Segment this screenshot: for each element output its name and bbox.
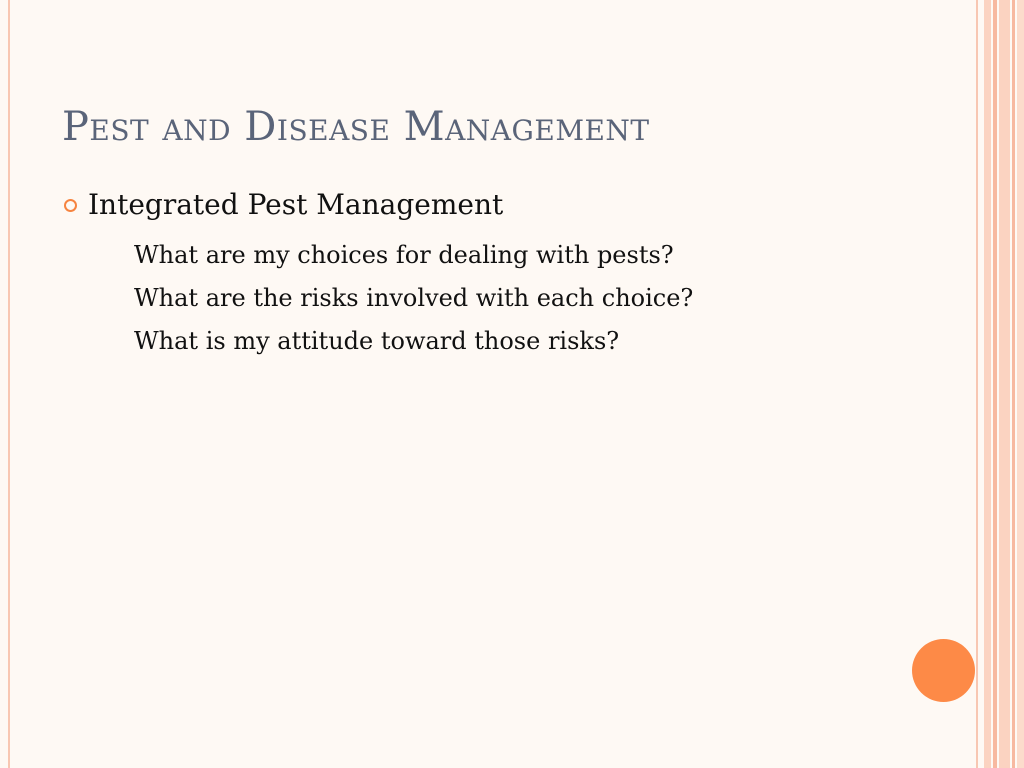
sub-bullet-list <box>134 234 693 363</box>
right-decor-stripe <box>999 0 1010 768</box>
right-decor-stripe <box>993 0 997 768</box>
right-decor-stripe <box>984 0 991 768</box>
right-decor-stripe <box>1012 0 1015 768</box>
right-decor-stripe <box>976 0 978 768</box>
sub-bullet-item: What are my choices for dealing with pests? <box>134 241 674 269</box>
left-border-stripe <box>8 0 10 768</box>
slide-title: Pest and Disease Management <box>62 104 650 150</box>
orange-circle-decoration <box>912 639 975 702</box>
bullet-item <box>64 188 503 221</box>
bullet-text: Integrated Pest Management <box>88 188 504 221</box>
sub-bullet-item: What is my attitude toward those risks? <box>134 327 620 355</box>
right-decor-stripe <box>1017 0 1024 768</box>
ring-bullet-icon <box>64 199 77 212</box>
sub-bullet-item: What are the risks involved with each choice? <box>134 284 694 312</box>
